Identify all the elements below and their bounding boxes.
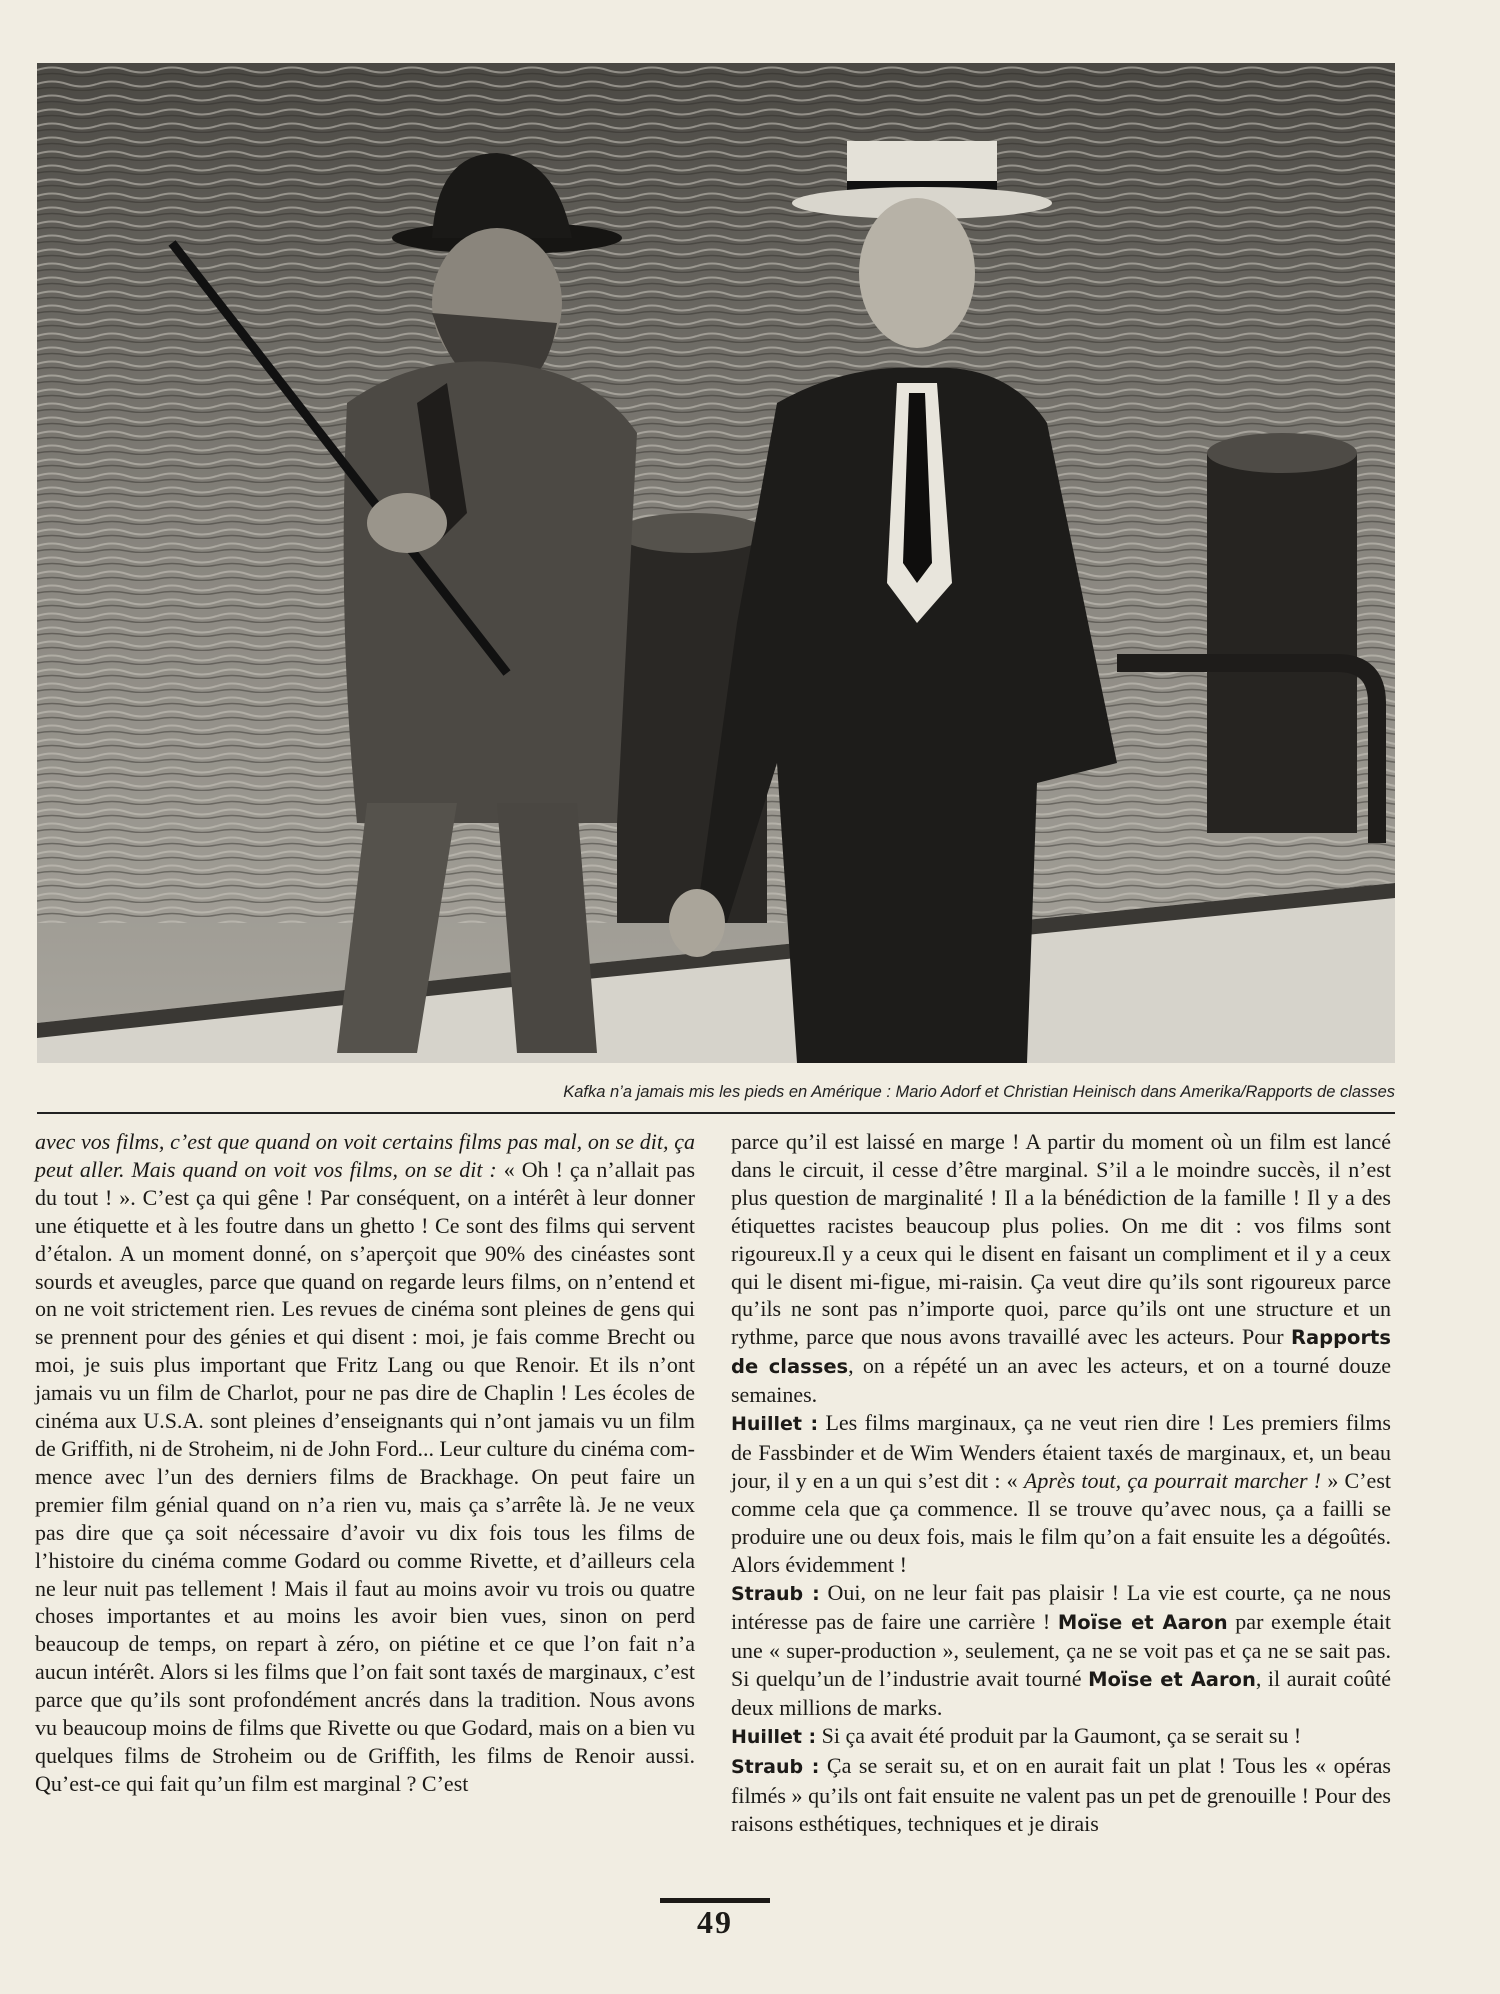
caption-divider: [37, 1112, 1395, 1114]
left-paragraph: [35, 1128, 695, 1798]
right-paragraph-1: [731, 1128, 1391, 1409]
body-text: parce qu’il est laissé en marge ! A partir du moment où un film est lancé dans le circuit, il cesse d’être marginal. S’il a le moindre succès, il n’est plus question de marginalité ! Il a la bénédiction de la famille ! Il y a des étiquettes racistes beaucoup plus polies. On me dit : vos films sont rigoureux.Il y a ceux qui le disent en faisant un compliment et il y a ceux qui le disent mi-figue, mi-raisin. Ça veut dire qu’ils sont rigoureux parce qu’ils ne sont pas n’importe quoi, parce qu’ils ont une structure et un rythme, parce que nous avons travaillé avec les acteurs. Pour: [731, 1129, 1391, 1350]
film-still-photo: [37, 63, 1395, 1063]
page-number-rule: [660, 1898, 770, 1903]
film-title: Moïse et Aaron: [1057, 1611, 1228, 1635]
speaker-label: Straub :: [731, 1582, 820, 1605]
article-column-right: [731, 1128, 1391, 1838]
huillet-reply-1: [731, 1409, 1391, 1578]
body-text: Si ça avait été produit par la Gaumont, ça se serait su !: [816, 1723, 1302, 1749]
body-text: , il aurait coûté deux millions de marks.: [731, 1666, 1391, 1721]
body-text: « Oh ! ça n’allait pas du tout ! ». C’est ça qui gêne ! Par conséquent, on a intérêt à leur donner une étiquette et à les foutre dans un ghetto ! Ce sont des films qui servent d’étalon. A un moment donné, on s’aperçoit que 90% des cinéastes sont sourds et aveugles, parce que quand on regarde leurs films, on n’entend et on ne voit strictement rien. Les revues de cinéma sont pleines de gens qui se prennent pour des génies et qui disent : moi, je fais comme Brecht ou moi, je suis plus important que Fritz Lang ou que Renoir. Et ils n’ont jamais vu un film de Charlot, pour ne pas dire de Chaplin ! Les écoles de cinéma aux U.S.A. sont pleines d’enseignants qui n’ont jamais vu un film de Griffith, ni de Stroheim, ni de John Ford... Leur culture du cinéma commence avec l’un des derniers films de Brackhage. On peut faire un premier film génial quand on n’a rien vu, mais ça s’arrête là. Je ne veux pas dire que ça soit nécessaire d’avoir vu dix fois tous les films de l’histoire du cinéma comme Godard ou comme Rivette, et d’ailleurs cela ne leur nuit pas tellement ! Mais il faut au moins avoir vu trois ou quatre choses importantes et au moins les avoir bien vues, sinon on perd beaucoup de temps, on repart à zéro, on piétine et ce que l’on fait n’a aucun intérêt. Alors si les films que l’on fait sont taxés de marginaux, c’est parce que qu’ils sont profondément ancrés dans la tradition. Nous avons vu beaucoup moins de films que Rivette ou que Godard, mais on a bien vu quelques films de Stroheim ou de Griffith, les films de Renoir aussi. Qu’est-ce qui fait qu’un film est marginal ? C’est: [35, 1156, 696, 1796]
photo-illustration: [37, 63, 1395, 1063]
body-text: par exemple était une « super-production », seulement, ça ne se voit pas et ça ne se sait pas. Si quelqu’un de l’industrie avait tourné: [731, 1609, 1391, 1692]
straub-reply-1: [731, 1579, 1391, 1723]
body-text: Les films marginaux, ça ne veut rien dire ! Les premiers films de Fassbinder et de Wim Wenders étaient taxés de marginaux, et, un beau jour, il y en a un qui s’est dit : «: [731, 1410, 1391, 1493]
huillet-reply-2: [731, 1722, 1391, 1752]
speaker-label: Huillet :: [731, 1726, 817, 1749]
body-text: » C’est comme cela que ça commence. Il se trouve qu’avec nous, ça a failli se produire une ou deux fois, mais le film qu’on a fait ensuite les a dégoûtés. Alors évidemment !: [731, 1467, 1391, 1577]
photo-caption: Kafka n’a jamais mis les pieds en Amérique : Mario Adorf et Christian Heinisch dans Amerika/Rapports de classes: [563, 1083, 1395, 1101]
speaker-label: Straub :: [731, 1755, 820, 1778]
body-text: Oui, on ne leur fait pas plaisir ! La vie est courte, ça ne nous intéresse pas de faire une carrière !: [731, 1579, 1391, 1635]
page-number: 49: [697, 1904, 733, 1940]
italic-question: avec vos films, c’est que quand on voit certains films pas mal, on se dit, ça peut aller. Mais quand on voit vos films, on se dit :: [35, 1129, 695, 1182]
film-title: Moïse et Aaron: [1088, 1668, 1256, 1692]
body-text: Ça se serait su, et on en aurait fait un plat ! Tous les « opéras filmés » qu’ils ont fait ensuite ne valent pas un pet de grenouille ! Pour des raisons esthétiques, techniques et je dirais: [731, 1752, 1391, 1836]
film-title: Rapports de classes: [731, 1326, 1391, 1379]
straub-reply-2: [731, 1752, 1391, 1838]
speaker-label: Huillet :: [731, 1413, 819, 1436]
article-column-left: [35, 1128, 695, 1798]
body-text: , on a répété un an avec les acteurs, et on a tourné douze semaines.: [731, 1353, 1391, 1408]
italic-quote: Après tout, ça pourrait marcher !: [1023, 1467, 1322, 1493]
